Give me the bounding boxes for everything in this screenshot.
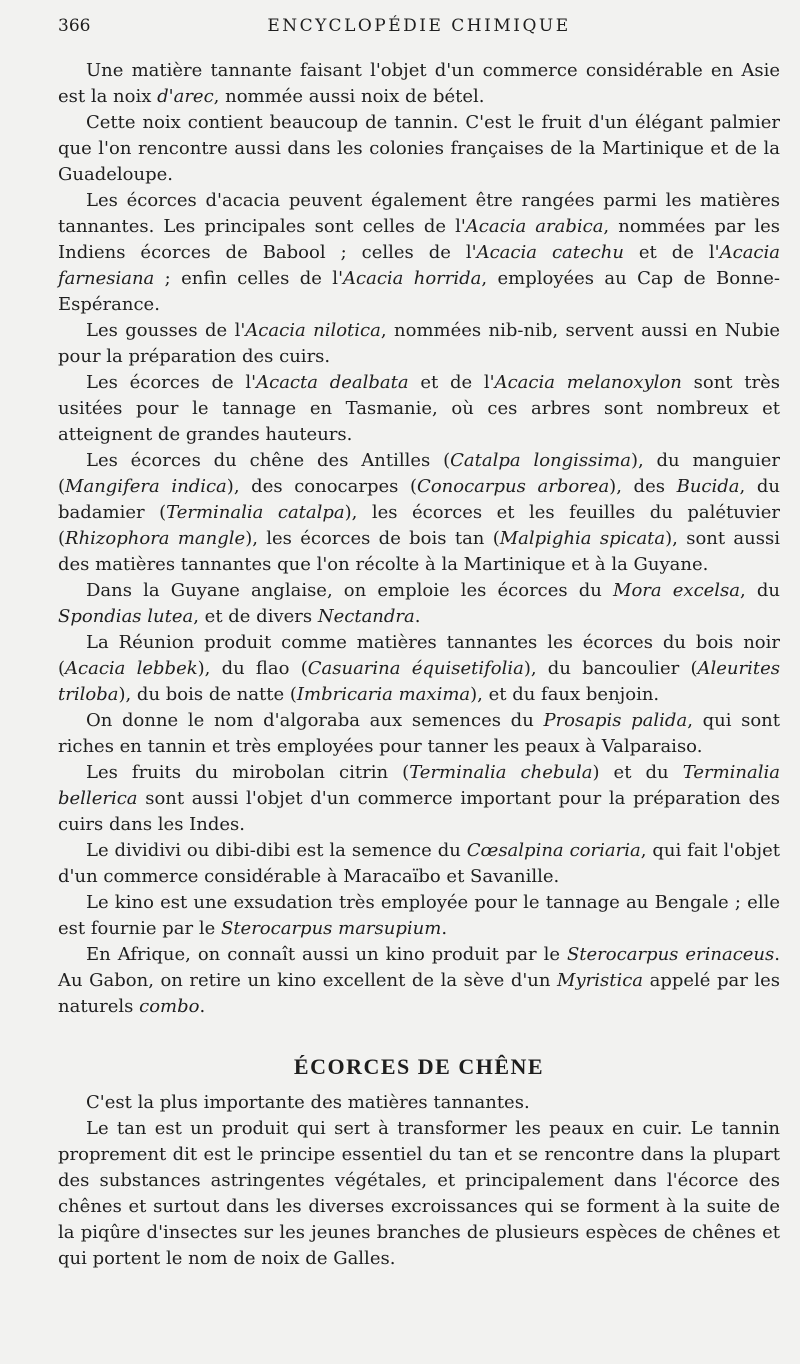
italic-term: Acacia melanoxylon — [494, 372, 682, 393]
italic-term: Aleurites triloba — [58, 658, 780, 705]
running-title: ENCYCLOPÉDIE CHIMIQUE — [267, 16, 571, 36]
italic-term: Terminalia bellerica — [58, 762, 780, 809]
paragraph: Cette noix contient beaucoup de tannin. C'est le fruit d'un élégant palmier que l'on rencontre aussi dans les colonies françaises de la Martinique et de la Guadeloupe. — [58, 112, 780, 185]
italic-term: Nectandra — [317, 606, 415, 627]
section-heading: ÉCORCES DE CHÊNE — [293, 1054, 545, 1079]
paragraph: Les fruits du mirobolan citrin (Terminalia chebula) et du Terminalia bellerica sont aussi l'objet d'un commerce important pour la préparation des cuirs dans les Indes. — [58, 762, 780, 835]
italic-term: Acacia nilotica — [245, 320, 381, 341]
section-paragraph-list — [58, 1090, 780, 1272]
italic-term: Mora excelsa — [613, 580, 741, 601]
paragraph: Les écorces de l'Acacta dealbata et de l'Acacia melanoxylon sont très usitées pour le tannage en Tasmanie, où ces arbres sont nombreux et atteignent de grandes hauteurs. — [58, 372, 780, 445]
paragraph: La Réunion produit comme matières tannantes les écorces du bois noir (Acacia lebbek), du flao (Casuarina équisetifolia), du bancoulier (Aleurites triloba), du bois de natte (Imbricaria maxima), et du faux benjoin. — [58, 632, 780, 705]
italic-term: Conocarpus arborea — [417, 476, 610, 497]
page-body — [58, 58, 780, 1272]
italic-term: Acacia arabica — [465, 216, 604, 237]
page-header — [58, 16, 780, 46]
page-number: 366 — [58, 16, 91, 36]
italic-term: Spondias lutea — [58, 606, 194, 627]
paragraph-list — [58, 58, 780, 1020]
italic-term: Sterocarpus erinaceus — [566, 944, 775, 965]
italic-term: Terminalia catalpa — [166, 502, 345, 523]
italic-term: Terminalia chebula — [409, 762, 593, 783]
paragraph: Une matière tannante faisant l'objet d'un commerce considérable en Asie est la noix d'arec, nommée aussi noix de bétel. — [58, 60, 780, 107]
italic-term: Sterocarpus marsupium — [220, 918, 442, 939]
paragraph: Les gousses de l'Acacia nilotica, nommées nib-nib, servent aussi en Nubie pour la préparation des cuirs. — [58, 320, 780, 367]
italic-term: Myristica — [557, 970, 644, 991]
paragraph: Les écorces du chêne des Antilles (Catalpa longissima), du manguier (Mangifera indica), des conocarpes (Conocarpus arborea), des Bucida, du badamier (Terminalia catalpa), les écorces et les feuilles du palétuvier (Rhizophora mangle), les écorces de bois tan (Malpighia spicata), sont aussi des matières tannantes que l'on récolte à la Martinique et à la Guyane. — [58, 450, 781, 575]
paragraph: Le dividivi ou dibi-dibi est la semence du Cœsalpina coriaria, qui fait l'objet d'un commerce considérable à Maracaïbo et Savanille. — [58, 840, 780, 887]
section-paragraph: C'est la plus importante des matières tannantes. — [86, 1092, 530, 1113]
italic-term: Acacia farnesiana — [58, 242, 780, 289]
paragraph: Le kino est une exsudation très employée pour le tannage au Bengale ; elle est fournie par le Sterocarpus marsupium. — [58, 892, 780, 939]
italic-term: Bucida — [676, 476, 740, 497]
italic-term: Acacta dealbata — [256, 372, 409, 393]
italic-term: Malpighia spicata — [499, 528, 666, 549]
italic-term: Cœsalpina coriaria — [466, 840, 641, 861]
paragraph: On donne le nom d'algoraba aux semences du Prosapis palida, qui sont riches en tannin et très employées pour tanner les peaux à Valparaiso. — [58, 710, 781, 757]
italic-term: Imbricaria maxima — [296, 684, 471, 705]
italic-term: Catalpa longissima — [450, 450, 631, 471]
italic-term: combo — [139, 996, 200, 1017]
italic-term: d'arec — [157, 86, 214, 107]
italic-term: Prosapis palida — [543, 710, 688, 731]
paragraph: Les écorces d'acacia peuvent également être rangées parmi les matières tannantes. Les principales sont celles de l'Acacia arabica, nommées par les Indiens écorces de Babool ; celles de l'Acacia catechu et de l'Acacia farnesiana ; enfin celles de l'Acacia horrida, employées au Cap de Bonne-Espérance. — [58, 190, 781, 315]
paragraph: En Afrique, on connaît aussi un kino produit par le Sterocarpus erinaceus. Au Gabon, on retire un kino excellent de la sève d'un Myristica appelé par les naturels combo. — [58, 944, 780, 1017]
section-paragraph: Le tan est un produit qui sert à transformer les peaux en cuir. Le tannin proprement dit est le principe essentiel du tan et se rencontre dans la plupart des substances astringentes végétales, et principalement dans l'écorce des chênes et surtout dans les diverses excroissances qui se forment à la suite de la piqûre d'insectes sur les jeunes branches de plusieurs espèces de chênes et qui portent le nom de noix de Galles. — [58, 1118, 780, 1269]
paragraph: Dans la Guyane anglaise, on emploie les écorces du Mora excelsa, du Spondias lutea, et de divers Nectandra. — [58, 580, 780, 627]
italic-term: Acacia lebbek — [65, 658, 198, 679]
italic-term: Rhizophora mangle — [65, 528, 246, 549]
italic-term: Casuarina équisetifolia — [307, 658, 524, 679]
italic-term: Mangifera indica — [65, 476, 227, 497]
italic-term: Acacia horrida — [343, 268, 482, 289]
italic-term: Acacia catechu — [476, 242, 624, 263]
